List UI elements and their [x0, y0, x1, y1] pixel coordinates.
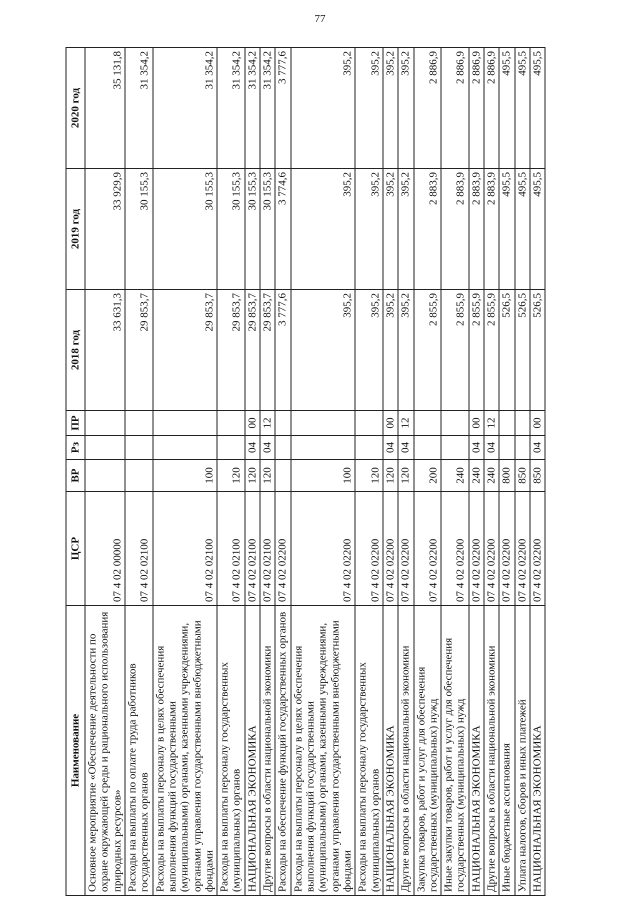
cell-2019: 2 883,9 — [469, 169, 484, 290]
cell-2018: 33 631,3 — [85, 290, 125, 411]
cell-2020: 495,5 — [515, 48, 530, 169]
cell-pr — [85, 411, 125, 436]
header-vr: ВР — [66, 460, 85, 492]
cell-2019: 30 155,3 — [245, 169, 260, 290]
cell-2019: 495,5 — [530, 169, 545, 290]
cell-name: Расходы на выплаты персоналу государственных (муниципальных) органов — [355, 606, 383, 896]
cell-rz — [355, 436, 383, 460]
cell-2020: 395,2 — [383, 48, 398, 169]
cell-rz: 04 — [383, 436, 398, 460]
cell-pr: 00 — [530, 411, 545, 436]
cell-2020: 31 354,2 — [245, 48, 260, 169]
cell-name: НАЦИОНАЛЬНАЯ ЭКОНОМИКА — [469, 606, 484, 896]
cell-csr: 07 4 02 02100 — [125, 492, 153, 606]
cell-2018: 526,5 — [499, 290, 514, 411]
cell-2019: 2 883,9 — [441, 169, 469, 290]
cell-rz: 04 — [260, 436, 275, 460]
cell-vr: 200 — [414, 460, 442, 492]
cell-name: НАЦИОНАЛЬНАЯ ЭКОНОМИКА — [245, 606, 260, 896]
cell-2019: 30 155,3 — [260, 169, 275, 290]
table-row — [260, 48, 275, 896]
cell-2020: 395,2 — [291, 48, 356, 169]
cell-name: Расходы на выплаты персоналу государственных (муниципальных) органов — [217, 606, 245, 896]
cell-2019: 395,2 — [291, 169, 356, 290]
header-2018: 2018 год — [66, 290, 85, 411]
cell-2018: 2 855,9 — [469, 290, 484, 411]
cell-rz — [515, 436, 530, 460]
cell-rz — [441, 436, 469, 460]
cell-csr: 07 4 02 02200 — [291, 492, 356, 606]
cell-2020: 35 131,8 — [85, 48, 125, 169]
cell-csr: 07 4 02 02200 — [499, 492, 514, 606]
cell-name: Уплата налогов, сборов и иных платежей — [515, 606, 530, 896]
cell-2019: 30 155,3 — [153, 169, 218, 290]
cell-rz — [217, 436, 245, 460]
cell-pr — [291, 411, 356, 436]
cell-pr — [275, 411, 290, 436]
table-row — [125, 48, 153, 896]
cell-pr: 12 — [398, 411, 413, 436]
cell-vr: 850 — [530, 460, 545, 492]
cell-2019: 495,5 — [499, 169, 514, 290]
cell-vr: 120 — [260, 460, 275, 492]
cell-2019: 395,2 — [398, 169, 413, 290]
cell-2020: 2 886,9 — [414, 48, 442, 169]
cell-2020: 395,2 — [355, 48, 383, 169]
cell-pr — [499, 411, 514, 436]
cell-pr — [217, 411, 245, 436]
header-2020: 2020 год — [66, 48, 85, 169]
cell-2018: 526,5 — [530, 290, 545, 411]
cell-name: Другие вопросы в области национальной экономики — [260, 606, 275, 896]
cell-pr — [125, 411, 153, 436]
cell-rz: 04 — [469, 436, 484, 460]
cell-2020: 2 886,9 — [441, 48, 469, 169]
rotated-table-container — [66, 48, 571, 896]
cell-vr — [275, 460, 290, 492]
cell-vr: 800 — [499, 460, 514, 492]
cell-csr: 07 4 02 02100 — [153, 492, 218, 606]
cell-2020: 2 886,9 — [469, 48, 484, 169]
table-row — [484, 48, 499, 896]
table-row — [153, 48, 218, 896]
cell-rz: 04 — [398, 436, 413, 460]
cell-csr: 07 4 02 02200 — [441, 492, 469, 606]
cell-2018: 29 853,7 — [125, 290, 153, 411]
cell-pr: 12 — [484, 411, 499, 436]
page-number: 77 — [314, 13, 326, 25]
cell-2018: 29 853,7 — [260, 290, 275, 411]
cell-2019: 30 155,3 — [125, 169, 153, 290]
cell-vr: 120 — [355, 460, 383, 492]
table-row — [291, 48, 356, 896]
cell-rz — [153, 436, 218, 460]
cell-pr — [355, 411, 383, 436]
cell-2019: 395,2 — [383, 169, 398, 290]
cell-vr — [85, 460, 125, 492]
table-row — [355, 48, 383, 896]
cell-2018: 395,2 — [291, 290, 356, 411]
cell-2018: 29 853,7 — [217, 290, 245, 411]
cell-pr: 00 — [245, 411, 260, 436]
cell-name: Расходы на выплаты по оплате труда работников государственных органов — [125, 606, 153, 896]
cell-2018: 3 777,6 — [275, 290, 290, 411]
cell-name: Расходы на выплаты персоналу в целях обеспечения выполнения функций государственными (муниципальными) органами, казенными учреждениями, органами управления государственными внебюджетными фондами — [153, 606, 218, 896]
cell-2018: 395,2 — [383, 290, 398, 411]
cell-2018: 29 853,7 — [153, 290, 218, 411]
cell-2018: 526,5 — [515, 290, 530, 411]
table-row — [217, 48, 245, 896]
cell-csr: 07 4 02 02100 — [217, 492, 245, 606]
cell-pr: 00 — [383, 411, 398, 436]
cell-rz: 04 — [484, 436, 499, 460]
cell-rz — [85, 436, 125, 460]
cell-csr: 07 4 02 02200 — [515, 492, 530, 606]
table-row — [499, 48, 514, 896]
header-pr: ПР — [66, 411, 85, 436]
cell-name: Другие вопросы в области национальной экономики — [398, 606, 413, 896]
cell-2020: 31 354,2 — [153, 48, 218, 169]
cell-pr — [414, 411, 442, 436]
cell-2020: 495,5 — [499, 48, 514, 169]
cell-pr — [515, 411, 530, 436]
cell-name: Расходы на обеспечение функций государственных органов — [275, 606, 290, 896]
cell-rz — [275, 436, 290, 460]
cell-2019: 495,5 — [515, 169, 530, 290]
cell-rz — [291, 436, 356, 460]
cell-vr: 240 — [484, 460, 499, 492]
cell-rz — [414, 436, 442, 460]
cell-name: Другие вопросы в области национальной экономики — [484, 606, 499, 896]
cell-2020: 3 777,6 — [275, 48, 290, 169]
cell-2019: 395,2 — [355, 169, 383, 290]
cell-2018: 395,2 — [398, 290, 413, 411]
cell-vr: 120 — [245, 460, 260, 492]
budget-table — [66, 47, 546, 896]
cell-2019: 2 883,9 — [484, 169, 499, 290]
cell-2018: 29 853,7 — [245, 290, 260, 411]
cell-2019: 30 155,3 — [217, 169, 245, 290]
cell-csr: 07 4 02 02200 — [414, 492, 442, 606]
cell-csr: 07 4 02 02200 — [275, 492, 290, 606]
cell-name: Расходы на выплаты персоналу в целях обеспечения выполнения функций государственными (муниципальными) органами, казенными учреждениями, органами управления государственными внебюджетными фондами — [291, 606, 356, 896]
table-row — [530, 48, 545, 896]
cell-name: Основное мероприятие «Обеспечение деятельности по охране окружающей среды и рационального использования природных ресурсов» — [85, 606, 125, 896]
table-row — [275, 48, 290, 896]
cell-vr: 850 — [515, 460, 530, 492]
cell-csr: 07 4 02 02200 — [530, 492, 545, 606]
cell-vr: 120 — [398, 460, 413, 492]
cell-csr: 07 4 02 02200 — [383, 492, 398, 606]
table-row — [441, 48, 469, 896]
cell-rz — [125, 436, 153, 460]
cell-rz: 04 — [245, 436, 260, 460]
cell-2019: 3 774,6 — [275, 169, 290, 290]
cell-vr: 120 — [383, 460, 398, 492]
cell-2018: 2 855,9 — [414, 290, 442, 411]
cell-name: Иные бюджетные ассигнования — [499, 606, 514, 896]
cell-vr — [125, 460, 153, 492]
table-row — [383, 48, 398, 896]
table-row — [414, 48, 442, 896]
cell-rz: 04 — [530, 436, 545, 460]
cell-2020: 2 886,9 — [484, 48, 499, 169]
table-body — [85, 48, 545, 896]
cell-pr — [441, 411, 469, 436]
cell-2020: 395,2 — [398, 48, 413, 169]
cell-2020: 31 354,2 — [217, 48, 245, 169]
cell-csr: 07 4 02 02200 — [484, 492, 499, 606]
cell-csr: 07 4 02 02100 — [260, 492, 275, 606]
cell-2018: 2 855,9 — [441, 290, 469, 411]
cell-2018: 395,2 — [355, 290, 383, 411]
cell-2020: 495,5 — [530, 48, 545, 169]
cell-csr: 07 4 02 02200 — [398, 492, 413, 606]
cell-csr: 07 4 02 02200 — [355, 492, 383, 606]
cell-pr — [153, 411, 218, 436]
cell-vr: 120 — [217, 460, 245, 492]
cell-2020: 31 354,2 — [125, 48, 153, 169]
header-rz: Рз — [66, 436, 85, 460]
header-name: Наименование — [66, 606, 85, 896]
table-row — [245, 48, 260, 896]
cell-name: НАЦИОНАЛЬНАЯ ЭКОНОМИКА — [530, 606, 545, 896]
cell-2020: 31 354,2 — [260, 48, 275, 169]
cell-pr: 12 — [260, 411, 275, 436]
header-2019: 2019 год — [66, 169, 85, 290]
cell-csr: 07 4 02 02100 — [245, 492, 260, 606]
table-row — [398, 48, 413, 896]
cell-name: Закупка товаров, работ и услуг для обеспечения государственных (муниципальных) нужд — [414, 606, 442, 896]
cell-vr: 100 — [291, 460, 356, 492]
table-row — [85, 48, 125, 896]
cell-name: НАЦИОНАЛЬНАЯ ЭКОНОМИКА — [383, 606, 398, 896]
cell-csr: 07 4 02 00000 — [85, 492, 125, 606]
cell-vr: 240 — [469, 460, 484, 492]
table-row — [515, 48, 530, 896]
cell-csr: 07 4 02 02200 — [469, 492, 484, 606]
header-csr: ЦСР — [66, 492, 85, 606]
cell-pr: 00 — [469, 411, 484, 436]
cell-vr: 240 — [441, 460, 469, 492]
table-row — [469, 48, 484, 896]
cell-rz — [499, 436, 514, 460]
cell-2018: 2 855,9 — [484, 290, 499, 411]
cell-2019: 2 883,9 — [414, 169, 442, 290]
cell-2019: 33 929,9 — [85, 169, 125, 290]
cell-name: Иные закупки товаров, работ и услуг для обеспечения государственных (муниципальных) нужд — [441, 606, 469, 896]
cell-vr: 100 — [153, 460, 218, 492]
table-header-row — [66, 48, 85, 896]
